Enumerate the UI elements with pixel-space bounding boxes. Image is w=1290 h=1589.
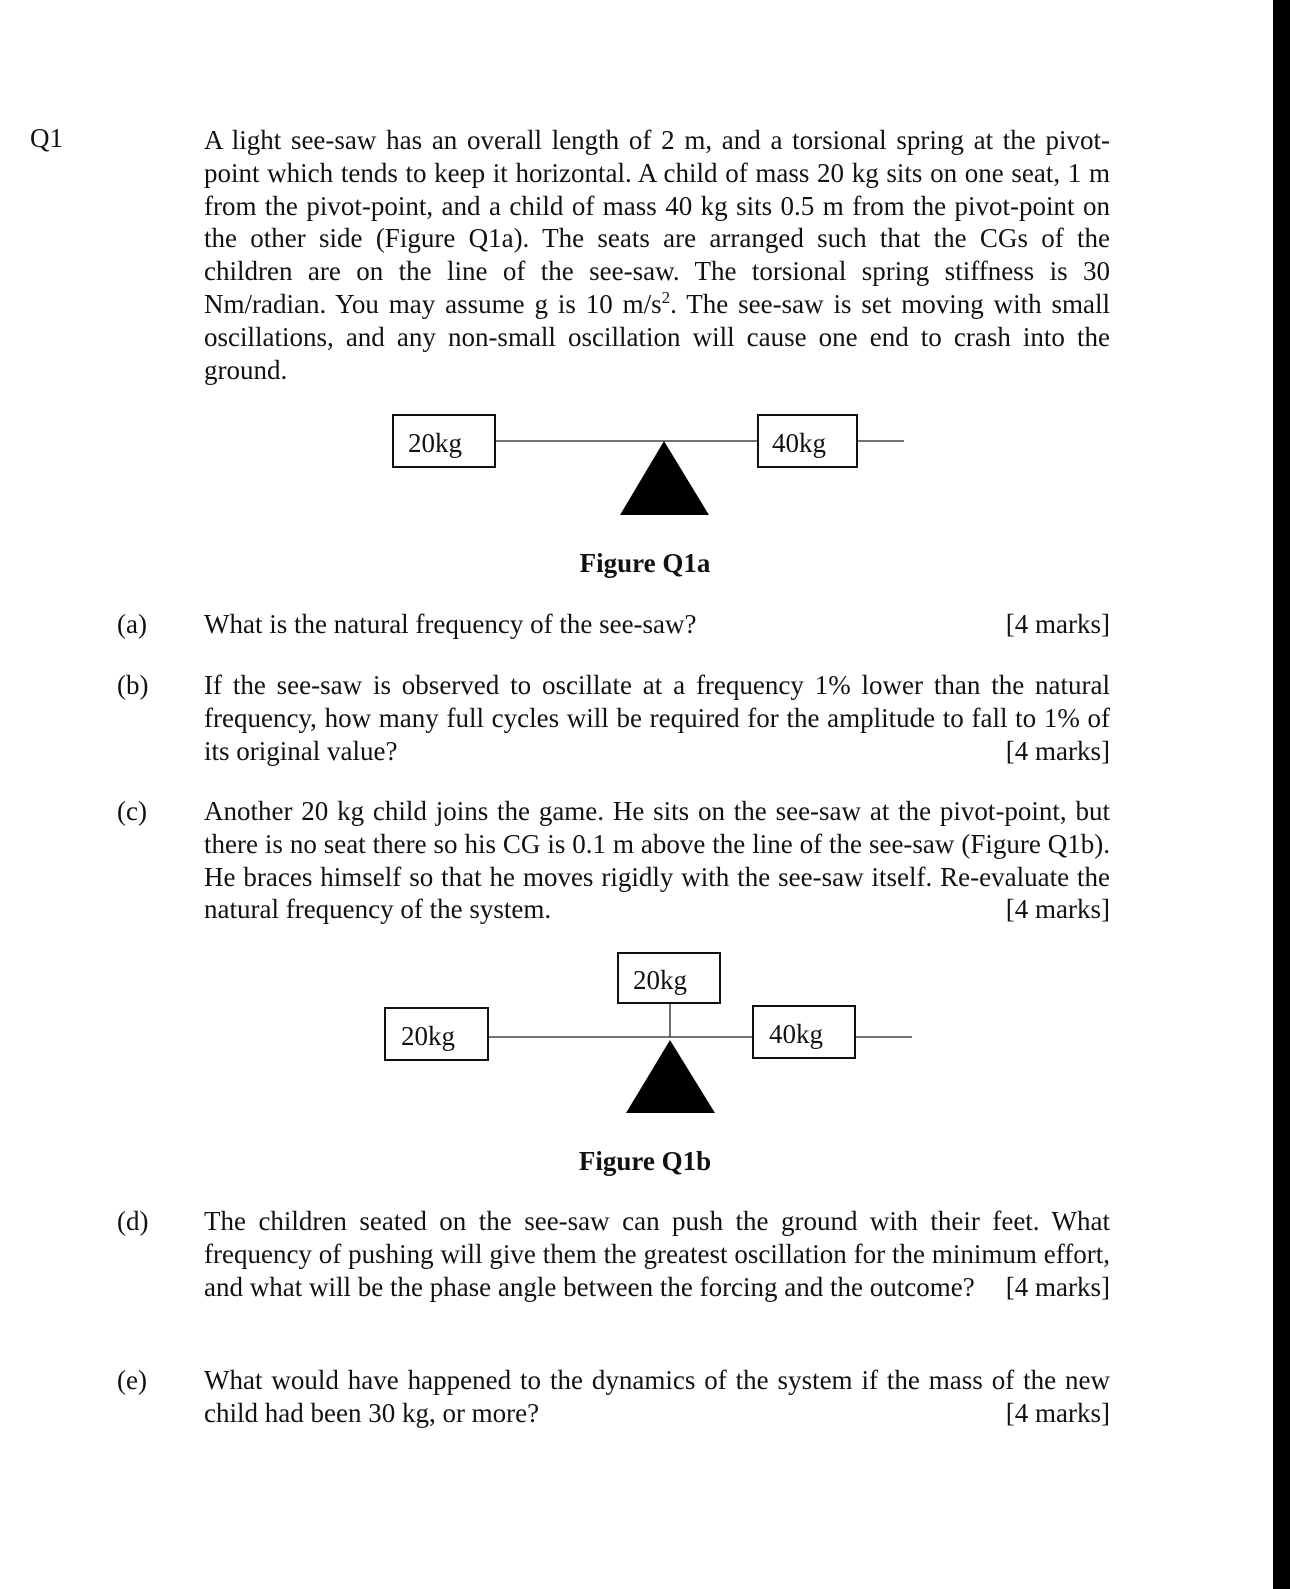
part-b-label: (b)	[117, 670, 149, 700]
figure-q1a-diagram	[0, 400, 1290, 530]
figure-q1b	[0, 945, 1290, 1130]
part-a	[204, 608, 1110, 641]
part-e-marks: [4 marks]	[1005, 1397, 1110, 1428]
part-a-text: What is the natural frequency of the see-saw?	[204, 609, 697, 639]
pivot-triangle	[626, 1040, 715, 1113]
question-intro	[204, 124, 1110, 386]
mass-label-left: 20kg	[408, 428, 462, 458]
mass-label-top: 20kg	[633, 965, 687, 995]
part-a-marks: [4 marks]	[1005, 609, 1110, 639]
mass-label-right: 40kg	[769, 1019, 823, 1049]
part-c-label: (c)	[117, 796, 147, 826]
figure-q1a-caption: Figure Q1a	[579, 548, 711, 578]
part-d-label: (d)	[117, 1206, 149, 1236]
part-a-label: (a)	[117, 609, 147, 639]
question-intro-superscript: 2	[661, 287, 671, 307]
mass-label-right: 40kg	[772, 428, 826, 458]
part-e-label: (e)	[117, 1365, 147, 1395]
part-d	[204, 1205, 1110, 1303]
part-d-text: The children seated on the see-saw can push the ground with their feet. What frequency of pushing will give them the greatest oscillation for the minimum effort, and what will be the phase angle between the forcing and the outcome?	[204, 1206, 1110, 1302]
mass-label-left: 20kg	[401, 1021, 455, 1051]
part-e-text: What would have happened to the dynamics of the system if the mass of the new child had been 30 kg, or more?	[204, 1365, 1110, 1428]
figure-q1a	[0, 400, 1290, 535]
part-c-marks: [4 marks]	[1005, 894, 1110, 925]
part-b-marks: [4 marks]	[1005, 735, 1110, 766]
part-b	[204, 669, 1110, 767]
part-e	[204, 1364, 1110, 1430]
question-intro-tail: . The see-saw is set moving with small oscillations, and any non-small oscillation will cause one end to crash into the ground.	[204, 288, 1111, 385]
question-intro-text: A light see-saw has an overall length of 2 m, and a torsional spring at the pivot-point which tends to keep it horizontal. A child of mass 20 kg sits on one seat, 1 m from the pivot-point, and a child of mass 40 kg sits 0.5 m from the pivot-point on the other side (Figure Q1a). The seats are arranged such that the CGs of the children are on the line of the see-saw. The torsional spring stiffness is 30 Nm/radian. You may assume g is 10 m/s	[204, 125, 1110, 319]
figure-q1b-diagram	[0, 945, 1290, 1125]
pivot-triangle	[620, 441, 709, 515]
part-c	[204, 795, 1110, 926]
figure-q1b-caption: Figure Q1b	[578, 1146, 712, 1176]
question-number: Q1	[30, 123, 63, 153]
page-edge-bar	[1273, 0, 1290, 1589]
part-c-text: Another 20 kg child joins the game. He sits on the see-saw at the pivot-point, but there is no seat there so his CG is 0.1 m above the line of the see-saw (Figure Q1b). He braces himself so that he moves rigidly with the see-saw itself. Re-evaluate the natural frequency of the system.	[204, 796, 1110, 925]
part-b-text: If the see-saw is observed to oscillate at a frequency 1% lower than the natural frequency, how many full cycles will be required for the amplitude to fall to 1% of its original value?	[204, 670, 1110, 766]
part-d-marks: [4 marks]	[1005, 1271, 1110, 1302]
